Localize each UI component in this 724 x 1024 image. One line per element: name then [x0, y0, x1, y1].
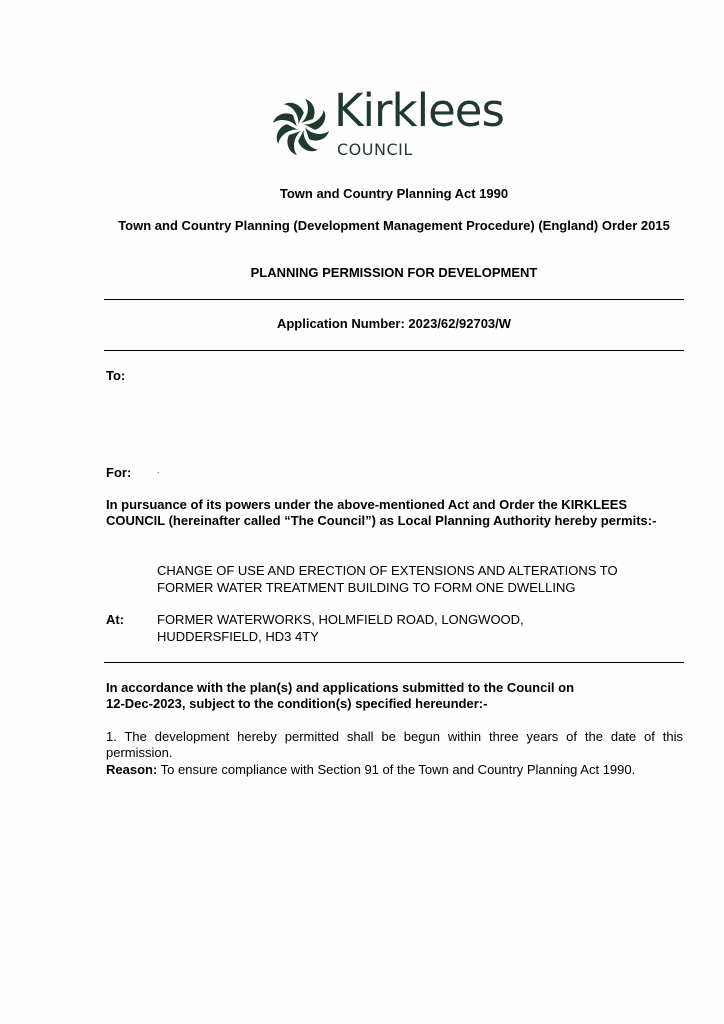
development-description-line2: FORMER WATER TREATMENT BUILDING TO FORM ONE DWELLING: [157, 580, 576, 595]
development-description-line1: CHANGE OF USE AND ERECTION OF EXTENSIONS AND ALTERATIONS TO: [157, 563, 618, 578]
logo-wordmark: Kirklees: [334, 84, 504, 137]
to-label: To:: [106, 368, 126, 383]
kirklees-swirl-logo-icon: [270, 96, 332, 158]
application-number: Application Number: 2023/62/92703/W: [276, 316, 512, 331]
condition-1-reason: [106, 762, 683, 778]
divider: [104, 350, 684, 351]
council-logo: [270, 84, 520, 164]
order-heading: Town and Country Planning (Development Management Procedure) (England) Order 2015: [118, 218, 670, 233]
accordance-line1: In accordance with the plan(s) and applications submitted to the Council on: [106, 680, 575, 695]
divider: [104, 662, 684, 663]
site-address-line2: HUDDERSFIELD, HD3 4TY: [157, 629, 319, 644]
act-heading: Town and Country Planning Act 1990: [279, 186, 509, 201]
logo-subtitle: COUNCIL: [337, 140, 413, 159]
accordance-line2: 12-Dec-2023, subject to the condition(s) specified hereunder:-: [106, 696, 488, 711]
pursuance-statement: In pursuance of its powers under the above-mentioned Act and Order the KIRKLEES COUNCIL (hereinafter called “The Council”) as Local Planning Authority hereby permits:-: [106, 497, 657, 528]
divider: [104, 299, 684, 300]
for-label: For:: [106, 465, 132, 480]
condition-1: 1. The development hereby permitted shall be begun within three years of the date of this permission.: [106, 729, 683, 760]
reason-text: To ensure compliance with Section 91 of the Town and Country Planning Act 1990.: [157, 762, 636, 777]
at-label: At:: [106, 612, 125, 627]
reason-label: Reason:: [106, 762, 158, 777]
permission-title: PLANNING PERMISSION FOR DEVELOPMENT: [250, 265, 538, 280]
site-address-line1: FORMER WATERWORKS, HOLMFIELD ROAD, LONGWOOD,: [157, 612, 524, 627]
for-value: .: [157, 465, 160, 475]
